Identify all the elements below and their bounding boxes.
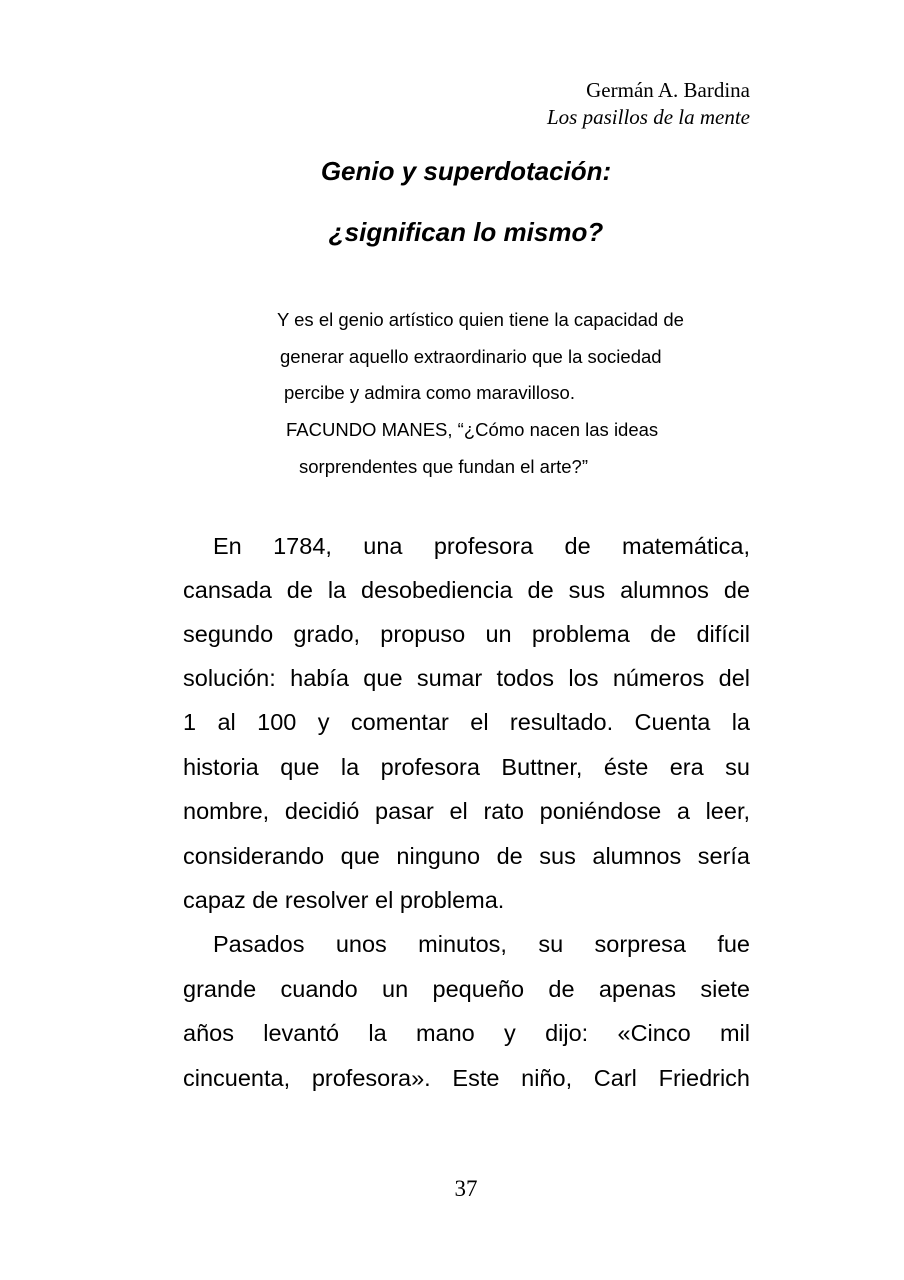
- body-line: segundo grado, propuso un problema de difícil: [183, 621, 750, 647]
- epigraph-line: Y es el genio artístico quien tiene la capacidad de: [277, 309, 684, 330]
- epigraph-line: percibe y admira como maravilloso.: [284, 382, 575, 403]
- body-line: cincuenta, profesora». Este niño, Carl Friedrich: [183, 1065, 750, 1091]
- epigraph-attribution: FACUNDO MANES, “¿Cómo nacen las ideas: [286, 419, 659, 440]
- body-line: Pasados unos minutos, su sorpresa fue: [213, 931, 750, 957]
- body-line: considerando que ninguno de sus alumnos sería: [183, 843, 750, 869]
- body-line: solución: había que sumar todos los números del: [183, 665, 750, 691]
- running-header-book-title: Los pasillos de la mente: [547, 105, 750, 129]
- body-line: 1 al 100 y comentar el resultado. Cuenta la: [183, 709, 750, 735]
- chapter-title-line-2: ¿significan lo mismo?: [328, 217, 604, 247]
- body-line: capaz de resolver el problema.: [183, 887, 505, 913]
- body-line: cansada de la desobediencia de sus alumnos de: [183, 577, 750, 603]
- epigraph-line: generar aquello extraordinario que la sociedad: [280, 346, 662, 367]
- chapter-title-line-1: Genio y superdotación:: [320, 156, 612, 186]
- page-number: 37: [454, 1176, 478, 1201]
- body-line: En 1784, una profesora de matemática,: [213, 533, 750, 559]
- body-line: nombre, decidió pasar el rato poniéndose a leer,: [183, 798, 750, 824]
- running-header-author: Germán A. Bardina: [586, 78, 750, 102]
- body-line: historia que la profesora Buttner, éste era su: [183, 754, 750, 780]
- body-line: años levantó la mano y dijo: «Cinco mil: [183, 1020, 750, 1046]
- body-line: grande cuando un pequeño de apenas siete: [183, 976, 750, 1002]
- epigraph-attribution: sorprendentes que fundan el arte?”: [299, 456, 589, 477]
